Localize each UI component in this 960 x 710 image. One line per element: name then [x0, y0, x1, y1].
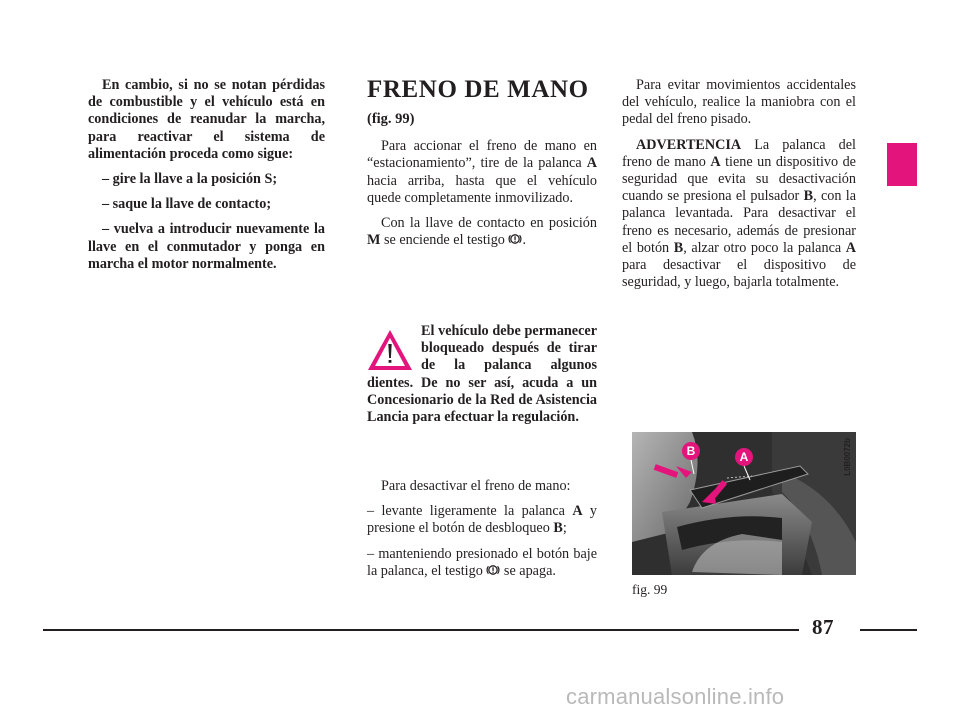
- label-a: A: [739, 450, 749, 464]
- photo-code: L0B0072b: [843, 438, 852, 476]
- brake-telltale-icon: [508, 232, 522, 246]
- safety-paragraph: Para evitar movimientos accidentales del vehículo, realice la maniobra con el pedal del freno pisado.: [622, 77, 856, 128]
- release-step-2: – manteniendo presionado el botón baje la palanca, el testigo se apaga.: [367, 545, 597, 579]
- telltale-paragraph: Con la llave de contacto en posición M se enciende el testigo .: [367, 215, 597, 249]
- release-step-1: – levante ligeramente la palanca A y presione el botón de desbloqueo B;: [367, 503, 598, 537]
- advertencia-label: ADVERTENCIA: [636, 136, 742, 153]
- page-number: 87: [812, 615, 834, 639]
- handbrake-photo: [632, 432, 856, 575]
- step-2: – saque la llave de contacto;: [102, 196, 272, 213]
- apply-brake-paragraph: Para accionar el freno de mano en “estacionamiento”, tire de la palanca A hacia arriba, hasta que el vehículo quede completamente inmovilizado.: [367, 138, 597, 206]
- warning-note: [367, 323, 597, 426]
- release-intro: Para desactivar el freno de mano:: [381, 478, 571, 494]
- column-middle: [367, 77, 597, 257]
- handbrake-illustration: [632, 432, 856, 575]
- warning-text: El vehículo debe permanecer bloqueado después de tirar de la palanca algunos dientes. De no ser así, acuda a un Concesionario de la Red de Asistencia Lancia para efectuar la regulación.: [367, 323, 597, 426]
- column-right: [622, 77, 856, 299]
- step-3: – vuelva a introducir nuevamente la llave en el conmutador y ponga en marcha el motor normalmente.: [88, 221, 325, 272]
- label-b: B: [686, 444, 696, 458]
- column-left: [88, 77, 325, 281]
- advertencia-paragraph: ADVERTENCIA La palanca del freno de mano A tiene un dispositivo de seguridad que evita su desactivación cuando se presiona el pulsador B, con la palanca levantada. Para desactivar el freno es necesario, además de presionar el botón B, alzar otro poco la palanca A para desactivar el dispositivo de seguridad, y luego, bajarla totalmente.: [622, 136, 856, 291]
- fuel-cutoff-intro: En cambio, si no se notan pérdidas de combustible y el vehículo está en condiciones de reanudar la marcha, para reactivar el sistema de alimentación proceda como sigue:: [88, 77, 325, 162]
- release-instructions: [367, 478, 597, 588]
- footer-rule: [43, 629, 799, 631]
- watermark: carmanualsonline.info: [566, 684, 785, 709]
- figure-reference: (fig. 99): [367, 111, 415, 127]
- warning-triangle-icon: [367, 329, 413, 371]
- figure-caption: fig. 99: [632, 582, 668, 597]
- footer-rule: [860, 629, 917, 631]
- brake-telltale-icon: [486, 563, 500, 577]
- step-1: – gire la llave a la posición S;: [102, 171, 278, 188]
- section-title: FRENO DE MANO: [367, 76, 589, 103]
- section-tab: [887, 143, 917, 186]
